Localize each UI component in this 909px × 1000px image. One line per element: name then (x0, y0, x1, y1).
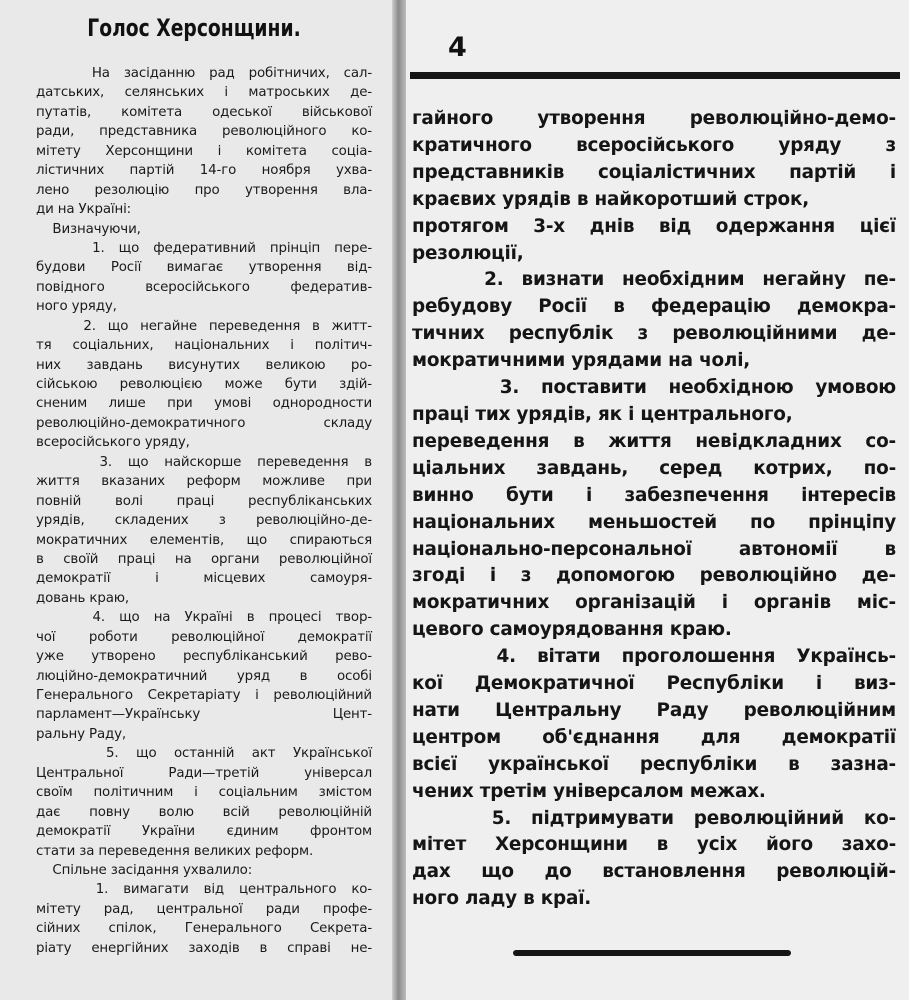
text-line: чої роботи революційної демократії (36, 629, 372, 645)
text-line: мократичних організацій і органів міс- (412, 592, 896, 614)
text-line: гайного утворення революційно-демо- (412, 108, 896, 129)
text-line: ральну Раду, (36, 726, 127, 742)
text-line: будови Росії вимагає утворення від- (36, 260, 372, 276)
text-line: Визначуючи, (36, 221, 141, 237)
text-line: чених третім універсалом межах. (412, 780, 766, 802)
header-rule (410, 72, 900, 79)
text-line: стати за переведення великих реформ. (36, 843, 314, 859)
article-end-rule (513, 950, 791, 956)
text-line: представників соціалістичних партій і (412, 161, 896, 183)
text-line: 2. що негайне переведення в житт- (36, 318, 372, 334)
text-line: згоді і з допомогою революційно де- (412, 565, 896, 587)
text-line: 1. що федеративний прінціп пере- (36, 240, 372, 256)
text-line: мітету Херсонщини і комітета соціа- (36, 143, 372, 159)
right-column-text (412, 106, 896, 913)
text-line: 2. визнати необхідним негайну пе- (412, 269, 896, 291)
text-line: мократичних елементів, що спираються (36, 532, 372, 548)
text-line: 3. що найскорше переведення в (36, 454, 372, 470)
text-line: 4. що на Україні в процесі твор- (36, 610, 372, 626)
text-line: 4. вітати проголошення Українсь- (412, 646, 896, 668)
text-line: Спільне засідання ухвалило: (36, 862, 253, 878)
text-line: тичних республік з революційними де- (412, 323, 896, 345)
text-line: лено резолюцію про утворення вла- (36, 182, 372, 198)
text-line: винно бути і забезпечення інтересів (412, 484, 896, 506)
text-line: національно-персональної автономії в (412, 538, 896, 560)
page-number: 4 (448, 32, 467, 63)
text-line: повідного всеросійського федератив- (36, 279, 372, 295)
text-line: революційно-демократичного складу (36, 415, 372, 431)
text-line: 1. вимагати від центрального ко- (36, 882, 372, 898)
text-line: кої Демократичної Республіки і виз- (412, 673, 896, 695)
page-fold-divider (392, 0, 406, 1000)
text-line: повній волі праці республіканських (36, 493, 372, 509)
text-line: кратичного всеросійського уряду з (412, 134, 896, 156)
text-line: національних меньшостей по прінціпу (412, 511, 896, 533)
text-line: ріату енергійних заходів в справі не- (36, 940, 372, 956)
text-line: мітету рад, центральної ради профе- (36, 901, 372, 917)
text-line: мократичними урядами на чолі, (412, 350, 751, 372)
text-line: урядів, складених з революційно-де- (36, 513, 372, 529)
text-line: демократії і місцевих самоуря- (36, 571, 372, 587)
text-line: лістичних партій 14-го ноября ухва- (36, 163, 372, 179)
text-line: уже утворено республіканський рево- (36, 649, 372, 665)
text-line: всієї української республіки в зазна- (412, 753, 896, 775)
text-line: ного уряду, (36, 299, 117, 315)
text-line: цевого самоурядовання краю. (412, 619, 732, 641)
text-line: дає повну волю всій революційній (36, 804, 372, 820)
text-line: нати Центральну Раду революційним (412, 699, 896, 721)
text-line: сійською революцією може бути здій- (36, 377, 372, 392)
text-line: протягом 3-х днів від одержання цієї (412, 215, 896, 237)
text-line: переведення в життя невідкладних со- (412, 430, 896, 452)
text-line: життя вказаних реформ можливе при (36, 474, 372, 490)
text-line: На засіданню рад робітничих, сал- (36, 66, 372, 81)
text-line: ного ладу в краї. (412, 888, 592, 910)
text-line: ребудову Росії в федерацію демокра- (412, 296, 896, 318)
text-line: резолюції, (412, 242, 524, 264)
headline: Голос Херсонщини. (87, 14, 301, 42)
text-line: Центральної Ради—третій універсал (36, 765, 372, 781)
text-line: Генерального Секретаріату і революційний (36, 688, 372, 703)
text-line: парламент—Українську Цент- (36, 707, 372, 723)
text-line: ди на Україні: (36, 202, 131, 218)
text-line: сненим лише при умові однородности (36, 396, 372, 412)
text-line: ради, представника революційного ко- (36, 124, 372, 140)
text-line: путатів, комітета одеської військової (36, 104, 372, 120)
text-line: мітет Херсонщини в усіх його захо- (412, 834, 896, 856)
text-line: люційно-демократичний уряд в особі (36, 668, 372, 684)
text-line: тя соціальних, національних і політич- (36, 338, 372, 354)
text-line: довань краю, (36, 590, 129, 606)
text-line: своїм політичним і соціальним змістом (36, 785, 372, 801)
text-line: краєвих урядів в найкоротший строк, (412, 188, 810, 210)
text-line: 5. що останній акт Української (36, 746, 372, 762)
text-line: них завдань висунутих великою ро- (36, 357, 372, 373)
text-line: демократії України єдиним фронтом (36, 824, 372, 840)
text-line: 3. поставити необхідною умовою (412, 377, 896, 399)
text-line: в своїй праці на органи революційної (36, 551, 372, 567)
text-line: 5. підтримувати революційний ко- (412, 807, 896, 829)
text-line: ціальних завдань, серед котрих, по- (412, 457, 896, 479)
text-line: центром об'єднання для демократії (412, 726, 896, 748)
text-line: праці тих урядів, як і центрального, (412, 403, 793, 425)
left-column-text (36, 64, 372, 958)
text-line: сійних спілок, Генерального Секрета- (36, 921, 372, 937)
text-line: дах що до встановлення революцій- (412, 861, 896, 883)
text-line: датських, селянських і матроських де- (36, 85, 372, 101)
text-line: всеросійського уряду, (36, 435, 190, 451)
